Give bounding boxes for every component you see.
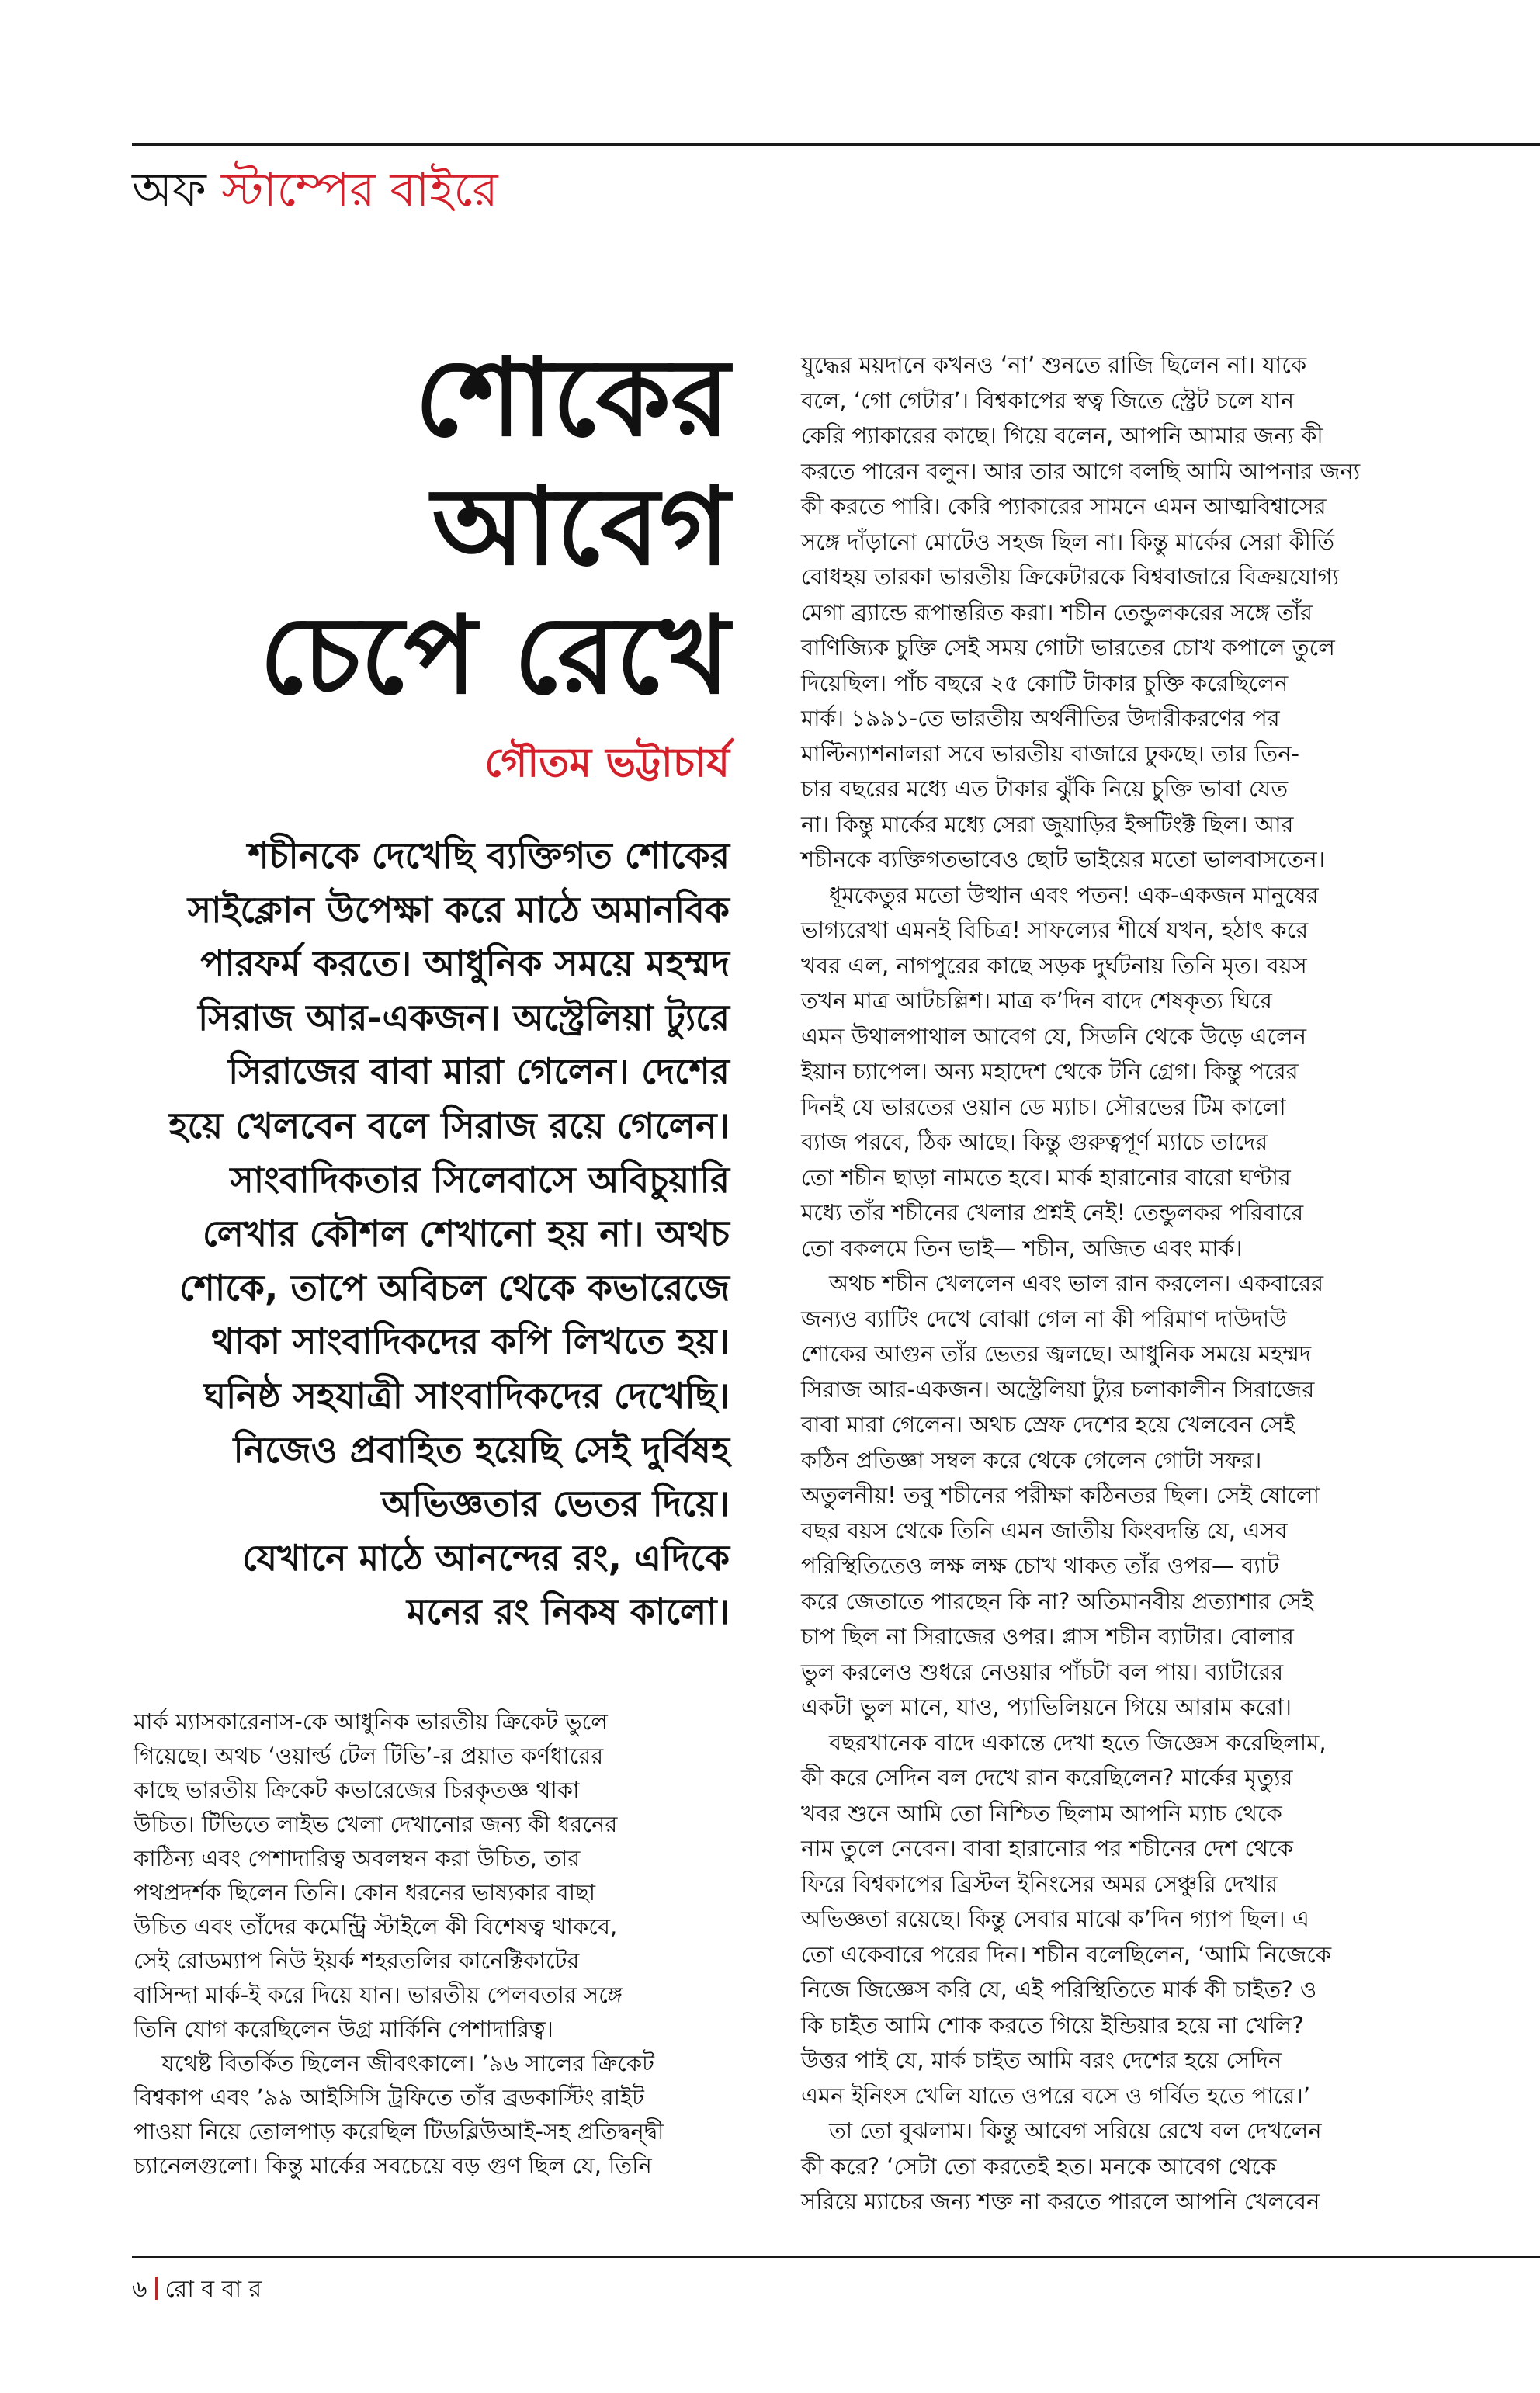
body-text-line: মাল্টিন্যাশনালরা সবে ভারতীয় বাজারে ঢুকছে। তার তিন- bbox=[801, 740, 1299, 767]
body-text-line: সিরাজ আর-একজন। অস্ট্রেলিয়া ট্যুর চলাকালীন সিরাজের bbox=[801, 1375, 1315, 1403]
body-column-right bbox=[801, 348, 1400, 2220]
pull-quote-line: সিরাজের বাবা মারা গেলেন। দেশের bbox=[228, 1050, 730, 1093]
body-text-line: তো বকলমে তিন ভাই— শচীন, অজিত এবং মার্ক। bbox=[801, 1234, 1243, 1261]
body-text-line: ব্যাজ পরবে, ঠিক আছে। কিন্তু গুরুত্বপূর্ণ ম্যাচে তাদের bbox=[801, 1129, 1268, 1155]
magazine-name: রো ব বা র bbox=[165, 2276, 262, 2303]
body-text-line: অভিজ্ঞতা রয়েছে। কিন্তু সেবার মাঝে ক’দিন গ্যাপ ছিল। এ bbox=[801, 1906, 1309, 1932]
pull-quote-line: হয়ে খেলবেন বলে সিরাজ রয়ে গেলেন। bbox=[168, 1104, 730, 1146]
body-text-line: এমন ইনিংস খেলি যাতে ওপরে বসে ও গর্বিত হতে পারে।’ bbox=[801, 2082, 1311, 2109]
body-text-line: পরিস্থিতিতেও লক্ষ লক্ষ চোখ থাকত তাঁর ওপর— ব্যাট bbox=[801, 1552, 1279, 1579]
body-text-line: কী করতে পারি। কেরি প্যাকারের সামনে এমন আত্মবিশ্বাসের bbox=[801, 493, 1327, 519]
body-text-line: অতুলনীয়! তবু শচীনের পরীক্ষা কঠিনতর ছিল। সেই ষোলো bbox=[801, 1482, 1320, 1508]
body-text-line: শচীনকে ব্যক্তিগতভাবেও ছোট ভাইয়ের মতো ভালবাসতেন। bbox=[801, 846, 1326, 872]
pull-quote-line: অভিজ্ঞতার ভেতর দিয়ে। bbox=[381, 1483, 730, 1525]
body-text-line: তো একেবারে পরের দিন। শচীন বলেছিলেন, ‘আমি নিজেকে bbox=[801, 1940, 1332, 1968]
footer-separator bbox=[155, 2277, 158, 2300]
body-text-line: পথপ্রদর্শক ছিলেন তিনি। কোন ধরনের ভাষ্যকার বাছা bbox=[134, 1879, 596, 1906]
pull-quote-line: সিরাজ আর-একজন। অস্ট্রেলিয়া ট্যুরে bbox=[198, 996, 730, 1039]
page-footer bbox=[132, 2273, 262, 2307]
body-text-line: ভাগ্যরেখা এমনই বিচিত্র! সাফল্যের শীর্ষে যখন, হঠাৎ করে bbox=[801, 917, 1309, 943]
pull-quote-line: থাকা সাংবাদিকদের কপি লিখতে হয়। bbox=[211, 1320, 730, 1363]
body-text-line: কী করে সেদিন বল দেখে রান করেছিলেন? মার্কের মৃত্যুর bbox=[801, 1764, 1293, 1791]
body-text-line: মেগা ব্র্যান্ডে রূপান্তরিত করা। শচীন তেন্ডুলকরের সঙ্গে তাঁর bbox=[801, 598, 1313, 626]
pull-quote-line: মনের রং নিকষ কালো। bbox=[406, 1590, 730, 1633]
pull-quote-line: সাইক্লোন উপেক্ষা করে মাঠে অমানবিক bbox=[187, 888, 730, 931]
pull-quote-line: যেখানে মাঠে আনন্দের রং, এদিকে bbox=[241, 1536, 730, 1579]
body-text-line: বছর বয়স থেকে তিনি এমন জাতীয় কিংবদন্তি যে, এসব bbox=[801, 1517, 1288, 1544]
body-text-line: চাপ ছিল না সিরাজের ওপর। প্লাস শচীন ব্যাটার। বোলার bbox=[801, 1623, 1294, 1649]
body-text-line: একটা ভুল মানে, যাও, প্যাভিলিয়নে গিয়ে আরাম করো। bbox=[801, 1694, 1292, 1720]
pull-quote bbox=[168, 829, 730, 1639]
body-text-line: ধূমকেতুর মতো উত্থান এবং পতন! এক-একজন মানুষের bbox=[829, 881, 1319, 908]
section-heading bbox=[132, 155, 498, 225]
body-text-line: মধ্যে তাঁর শচীনের খেলার প্রশ্নই নেই! তেন্ডুলকর পরিবারে bbox=[801, 1199, 1304, 1226]
body-text-line: না। কিন্তু মার্কের মধ্যে সেরা জুয়াড়ির ইন্সটিংক্ট ছিল। আর bbox=[801, 810, 1294, 838]
body-text-line: গিয়েছে। অথচ ‘ওয়ার্ল্ড টেল টিভি’-র প্রয়াত কর্ণধারের bbox=[134, 1743, 604, 1769]
body-text-line: এমন উথালপাথাল আবেগ যে, সিডনি থেকে উড়ে এলেন bbox=[801, 1022, 1307, 1049]
body-text-line: দিয়েছিল। পাঁচ বছরে ২৫ কোটি টাকার চুক্তি করেছিলেন bbox=[801, 669, 1289, 696]
headline-line: শোকের bbox=[414, 335, 730, 460]
body-text-line: কী করে? ‘সেটা তো করতেই হত। মনকে আবেগ থেকে bbox=[801, 2152, 1277, 2180]
pull-quote-line: সাংবাদিকতার সিলেবাসে অবিচুয়ারি bbox=[230, 1158, 730, 1201]
body-text-line: কেরি প্যাকারের কাছে। গিয়ে বলেন, আপনি আমার জন্য কী bbox=[801, 422, 1323, 449]
headline-line: আবেগ bbox=[432, 464, 730, 589]
body-text-line: খবর এল, নাগপুরের কাছে সড়ক দুর্ঘটনায় তিনি মৃত। বয়স bbox=[801, 952, 1307, 979]
body-text-line: তখন মাত্র আটচল্লিশ। মাত্র ক’দিন বাদে শেষকৃত্য ঘিরে bbox=[801, 987, 1272, 1014]
body-text-line: চার বছরের মধ্যে এত টাকার ঝুঁকি নিয়ে চুক্তি ভাবা যেত bbox=[801, 775, 1289, 802]
author-byline: গৌতম ভট্টাচার্য bbox=[484, 740, 730, 786]
pull-quote-line: ঘনিষ্ঠ সহযাত্রী সাংবাদিকদের দেখেছি। bbox=[203, 1374, 730, 1417]
body-text-line: চ্যানেলগুলো। কিন্তু মার্কের সবচেয়ে বড় গুণ ছিল যে, তিনি bbox=[134, 2152, 652, 2179]
body-text-line: সরিয়ে ম্যাচের জন্য শক্ত না করতে পারলে আপনি খেলবেন bbox=[801, 2188, 1320, 2214]
body-text-line: বিশ্বকাপ এবং ’৯৯ আইসিসি ট্রফিতে তাঁর ব্রডকাস্টিং রাইট bbox=[134, 2084, 644, 2110]
body-text-line: মার্ক ম্যাসকারেনাস-কে আধুনিক ভারতীয় ক্রিকেট ভুলে bbox=[134, 1708, 608, 1735]
pull-quote-line: শোকে, তাপে অবিচল থেকে কভারেজে bbox=[179, 1266, 730, 1309]
pull-quote-line: শচীনকে দেখেছি ব্যক্তিগত শোকের bbox=[248, 834, 730, 876]
body-text-line: বাণিজ্যিক চুক্তি সেই সময় গোটা ভারতের চোখ কপালে তুলে bbox=[801, 634, 1335, 661]
body-text-line: তা তো বুঝলাম। কিন্তু আবেগ সরিয়ে রেখে বল দেখলেন bbox=[829, 2117, 1322, 2144]
top-divider bbox=[132, 143, 1540, 146]
pull-quote-line: পারফর্ম করতে। আধুনিক সময়ে মহম্মদ bbox=[200, 942, 730, 985]
body-text-line: শোকের আগুন তাঁর ভেতর জ্বলছে। আধুনিক সময়ে মহম্মদ bbox=[801, 1340, 1312, 1367]
body-text-line: মার্ক। ১৯৯১-তে ভারতীয় অর্থনীতির উদারীকরণের পর bbox=[801, 705, 1280, 731]
body-text-line: কাঠিন্য এবং পেশাদারিত্ব অবলম্বন করা উচিত, তার bbox=[134, 1845, 581, 1871]
body-text-line: উচিত। টিভিতে লাইভ খেলা দেখানোর জন্য কী ধরনের bbox=[134, 1811, 618, 1837]
body-text-line: ইয়ান চ্যাপেল। অন্য মহাদেশ থেকে টনি গ্রেগ। কিন্তু পরের bbox=[801, 1058, 1299, 1084]
body-text-line: পাওয়া নিয়ে তোলপাড় করেছিল টিডব্লিউআই-সহ প্রতিদ্বন্দ্বী bbox=[134, 2118, 664, 2145]
body-text-line: কাছে ভারতীয় ক্রিকেট কভারেজের চিরকৃতজ্ঞ থাকা bbox=[134, 1777, 580, 1803]
body-text-line: খবর শুনে আমি তো নিশ্চিত ছিলাম আপনি ম্যাচ থেকে bbox=[801, 1799, 1282, 1826]
body-text-line: বলে, ‘গো গেটার’। বিশ্বকাপের স্বত্ব জিতে স্ট্রেট চলে যান bbox=[801, 387, 1295, 414]
pull-quote-line: লেখার কৌশল শেখানো হয় না। অথচ bbox=[202, 1212, 730, 1255]
bottom-divider bbox=[132, 2256, 1540, 2258]
body-text-line: জন্যও ব্যাটিং দেখে বোঝা গেল না কী পরিমাণ দাউদাউ bbox=[801, 1305, 1287, 1332]
body-text-line: বাসিন্দা মার্ক-ই করে দিয়ে যান। ভারতীয় পেলবতার সঙ্গে bbox=[134, 1982, 623, 2008]
body-text-line: দিনই যে ভারতের ওয়ান ডে ম্যাচ। সৌরভের টিম কালো bbox=[801, 1093, 1286, 1120]
body-text-line: অথচ শচীন খেললেন এবং ভাল রান করলেন। একবারের bbox=[829, 1270, 1324, 1296]
body-text-line: বছরখানেক বাদে একান্তে দেখা হতে জিজ্ঞেস করেছিলাম, bbox=[829, 1729, 1327, 1756]
body-text-line: উচিত এবং তাঁদের কমেন্ট্রি স্টাইলে কী বিশেষত্ব থাকবে, bbox=[134, 1913, 618, 1940]
body-text-line: নাম তুলে নেবেন। বাবা হারানোর পর শচীনের দেশ থেকে bbox=[801, 1835, 1293, 1861]
article-headline bbox=[259, 334, 730, 720]
body-text-line: করে জেতাতে পারছেন কি না? অতিমানবীয় প্রত্যাশার সেই bbox=[801, 1587, 1314, 1614]
pull-quote-line: নিজেও প্রবাহিত হয়েছি সেই দুর্বিষহ bbox=[233, 1428, 730, 1471]
body-text-line: ফিরে বিশ্বকাপের ব্রিস্টল ইনিংসের অমর সেঞ্চুরি দেখার bbox=[801, 1870, 1278, 1897]
body-text-line: সেই রোডম্যাপ নিউ ইয়র্ক শহরতলির কানেক্টিকাটের bbox=[134, 1947, 580, 1974]
body-text-line: তিনি যোগ করেছিলেন উগ্র মার্কিনি পেশাদারিত্ব। bbox=[134, 2016, 553, 2042]
body-text-line: কি চাইত আমি শোক করতে গিয়ে ইন্ডিয়ার হয়ে না খেলি? bbox=[801, 2011, 1304, 2038]
body-text-line: কঠিন প্রতিজ্ঞা সম্বল করে থেকে গেলেন গোটা সফর। bbox=[801, 1446, 1262, 1473]
body-text-line: নিজে জিজ্ঞেস করি যে, এই পরিস্থিতিতে মার্ক কী চাইত? ও bbox=[801, 1976, 1317, 2003]
body-text-line: বাবা মারা গেলেন। অথচ স্রেফ দেশের হয়ে খেলবেন সেই bbox=[801, 1411, 1295, 1438]
headline-line: চেপে রেখে bbox=[259, 593, 730, 718]
page-number: ৬ bbox=[132, 2276, 147, 2303]
body-column-left bbox=[134, 1705, 731, 2183]
body-text-line: যুদ্ধের ময়দানে কখনও ‘না’ শুনতে রাজি ছিলেন না। যাকে bbox=[801, 352, 1307, 378]
body-text-line: ভুল করলেও শুধরে নেওয়ার পাঁচটা বল পায়। ব্যাটারের bbox=[801, 1658, 1284, 1685]
body-text-line: বোধহয় তারকা ভারতীয় ক্রিকেটারকে বিশ্ববাজারে বিক্রয়যোগ্য bbox=[801, 564, 1339, 590]
section-title: স্টাম্পের বাইরে bbox=[220, 163, 498, 217]
body-text-line: তো শচীন ছাড়া নামতে হবে। মার্ক হারানোর বারো ঘণ্টার bbox=[801, 1164, 1291, 1191]
body-text-line: করতে পারেন বলুন। আর তার আগে বলছি আমি আপনার জন্য bbox=[801, 457, 1361, 484]
body-text-line: যথেষ্ট বিতর্কিত ছিলেন জীবৎকালে। ’৯৬ সালের ক্রিকেট bbox=[161, 2050, 654, 2076]
body-text-line: উত্তর পাই যে, মার্ক চাইত আমি বরং দেশের হয়ে সেদিন bbox=[801, 2047, 1282, 2073]
section-prefix: অফ bbox=[132, 163, 206, 217]
body-text-line: সঙ্গে দাঁড়ানো মোটেও সহজ ছিল না। কিন্তু মার্কের সেরা কীর্তি bbox=[801, 528, 1335, 555]
